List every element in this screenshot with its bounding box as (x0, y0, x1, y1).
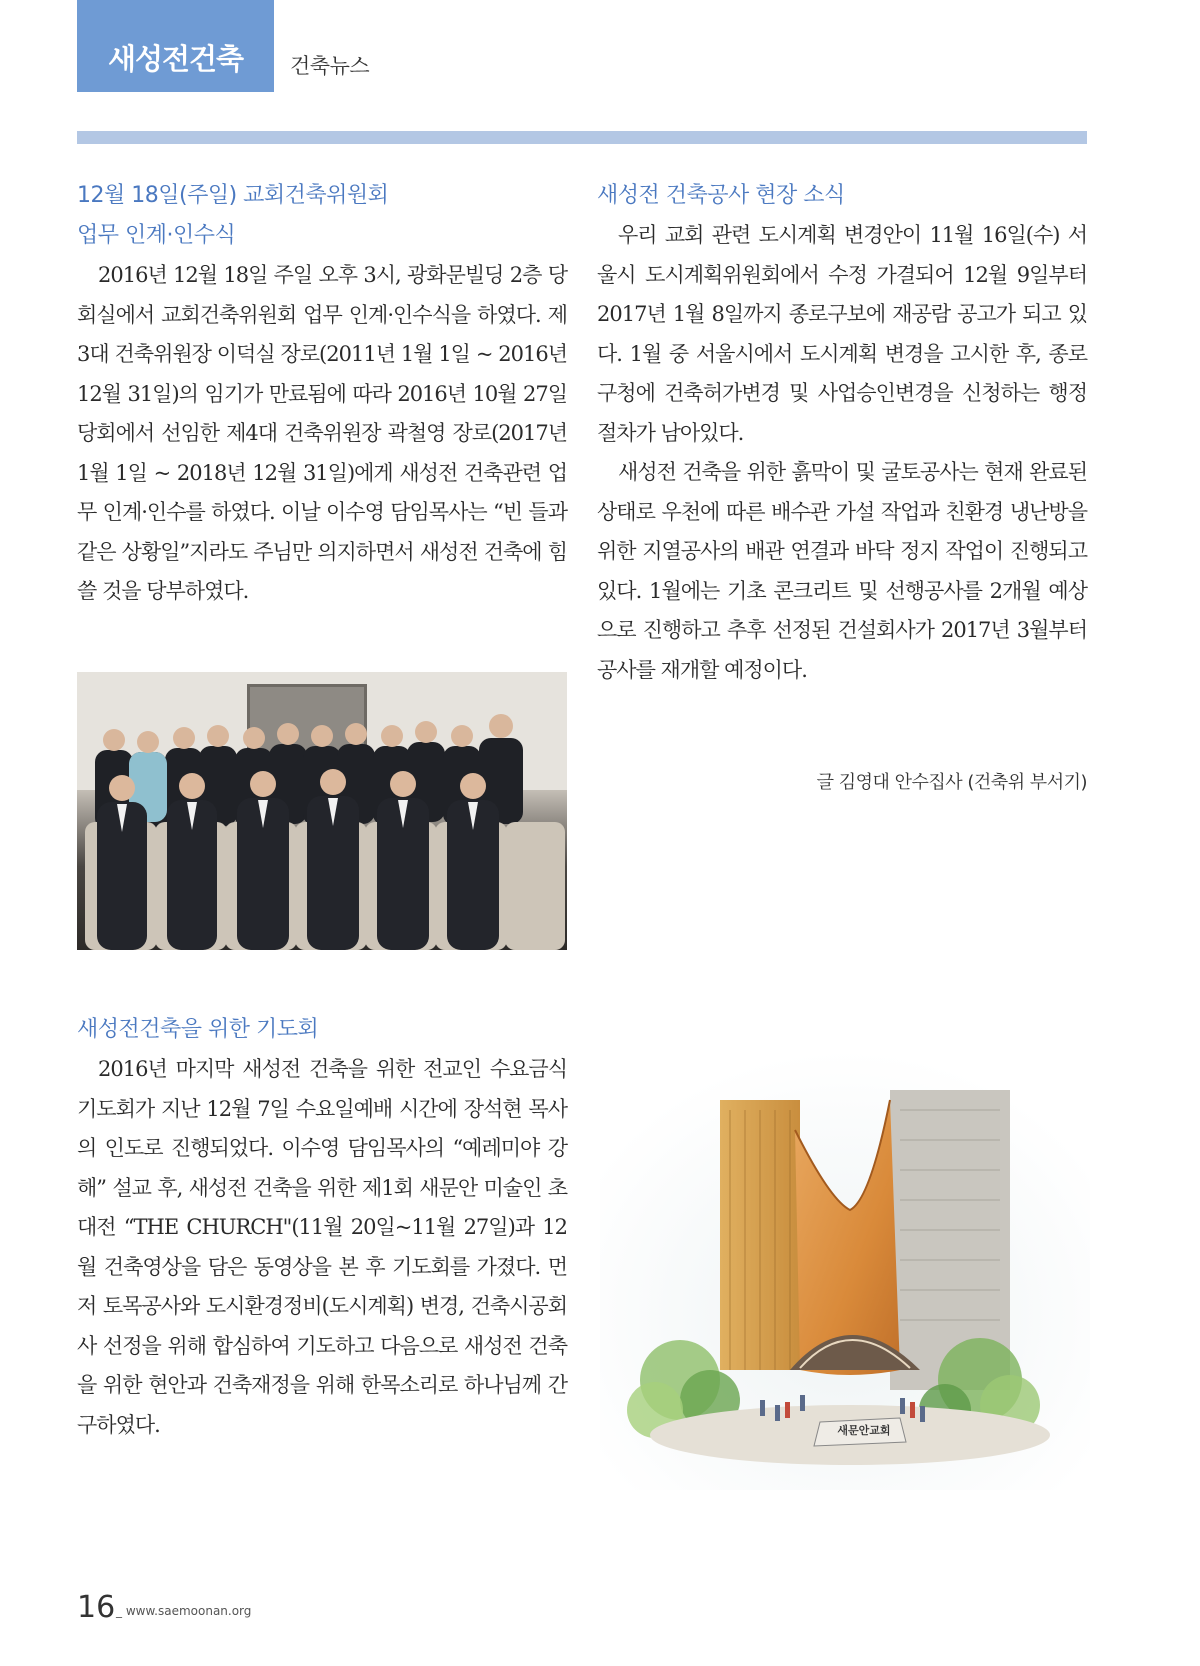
subsection-title: 건축뉴스 (290, 54, 370, 78)
article3-heading: 새성전건축을 위한 기도회 (77, 1017, 319, 1042)
group-photo-figures (77, 672, 567, 950)
church-illustration (600, 1050, 1090, 1490)
section-title: 새성전건축 (107, 42, 244, 76)
website-url: _ www.saemoonan.org (116, 1604, 252, 1618)
article1-heading-line1: 12월 18일(주일) 교회건축위원회 (77, 183, 389, 208)
author-credit: 글 김영대 안수집사 (건축위 부서기) (816, 772, 1087, 793)
page-number: 16 (77, 1590, 116, 1625)
article1-body: 2016년 12월 18일 주일 오후 3시, 광화문빌딩 2층 당회실에서 교회건축위원회 업무 인계·인수식을 하였다. 제3대 건축위원장 이덕실 장로(2011년 1월 1일 ~ 2016년 12월 31일)의 임기가 만료됨에 따라 2016년 10월 27일 당회에서 선임한 제4대 건축위원장 곽철영 장로(2017년 1월 1일 ~ 2018년 12월 31일)에게 새성전 건축관련 업무 인계·인수를 하였다. 이날 이수영 담임목사는 “빈 들과 같은 상황일”지라도 주님만 의지하면서 새성전 건축에 힘쓸 것을 당부하였다. (77, 263, 567, 603)
article-committee-handover (77, 176, 567, 612)
article2-heading: 새성전 건축공사 현장 소식 (597, 183, 845, 208)
article2-para1: 우리 교회 관련 도시계획 변경안이 11월 16일(수) 서울시 도시계획위원회에서 수정 가결되어 12월 9일부터 2017년 1월 8일까지 종로구보에 재공람 공고가 되고 있다. 1월 중 서울시에서 도시계획 변경을 고시한 후, 종로구청에 건축허가변경 및 사업승인변경을 신청하는 행정절차가 남아있다. (597, 223, 1087, 445)
article-construction-news (597, 176, 1087, 690)
article-prayer-meeting (77, 1010, 567, 1445)
article3-body: 2016년 마지막 새성전 건축을 위한 전교인 수요금식기도회가 지난 12월 7일 수요일예배 시간에 장석현 목사의 인도로 진행되었다. 이수영 담임목사의 “예레미야 강해” 설교 후, 새성전 건축을 위한 제1회 새문안 미술인 초대전 “THE CHURCH"(11월 20일~11월 27일)과 12월 건축영상을 담은 동영상을 본 후 기도회를 가졌다. 먼저 토목공사와 도시환경정비(도시계획) 변경, 건축시공회사 선정을 위해 합심하여 기도하고 다음으로 새성전 건축을 위한 현안과 건축재정을 위해 한목소리로 하나님께 간구하였다. (77, 1057, 567, 1437)
article1-heading-line2: 업무 인계·인수식 (77, 223, 236, 248)
article2-para2: 새성전 건축을 위한 흙막이 및 굴토공사는 현재 완료된 상태로 우천에 따른 배수관 가설 작업과 친환경 냉난방을 위한 지열공사의 배관 연결과 바닥 정지 작업이 진행되고 있다. 1월에는 기초 콘크리트 및 선행공사를 2개월 예상으로 진행하고 추후 선정된 건설회사가 2017년 3월부터 공사를 재개할 예정이다. (597, 460, 1087, 682)
group-photo (77, 672, 567, 950)
header-divider (77, 131, 1087, 144)
church-sign-text: 새문안교회 (837, 1424, 891, 1437)
section-tab (77, 0, 274, 92)
